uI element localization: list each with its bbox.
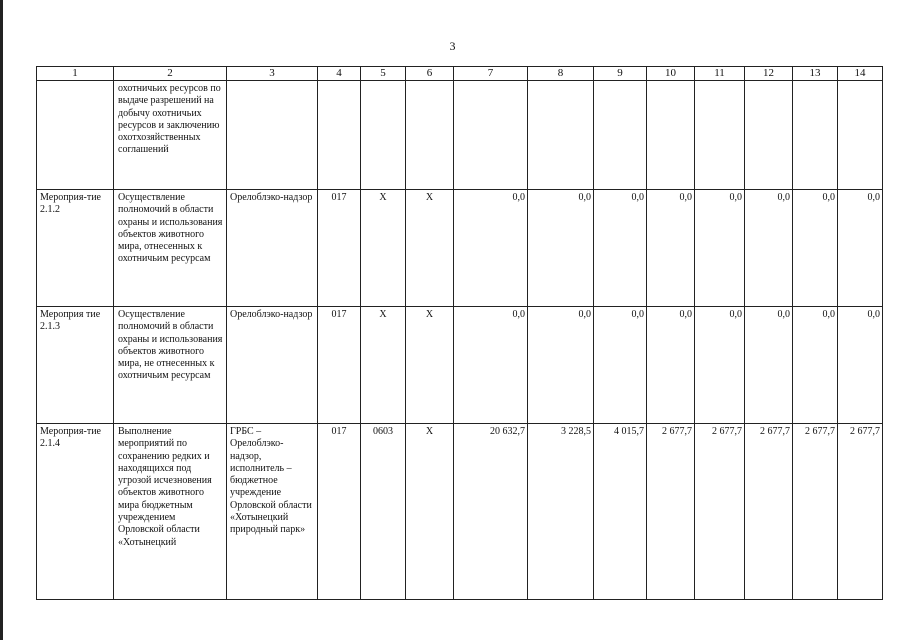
measure-name: Мероприя тие 2.1.3 — [37, 307, 114, 424]
column-number-row — [37, 67, 883, 81]
code-cell: Х — [361, 307, 406, 424]
col-number: 13 — [793, 67, 838, 81]
amount-cell: 0,0 — [745, 190, 793, 307]
page-number: 3 — [449, 39, 456, 53]
code-cell: 0603 — [361, 424, 406, 600]
col-number: 1 — [37, 67, 114, 81]
amount-cell: 0,0 — [647, 190, 695, 307]
amount-cell: 0,0 — [594, 307, 647, 424]
code-cell: Х — [406, 307, 454, 424]
code-cell — [406, 81, 454, 190]
col-number: 5 — [361, 67, 406, 81]
table-row — [37, 190, 883, 307]
measure-name: Мероприя-тие 2.1.4 — [37, 424, 114, 600]
amount-cell — [594, 81, 647, 190]
col-number: 12 — [745, 67, 793, 81]
amount-cell: 3 228,5 — [528, 424, 594, 600]
measure-description: Выполнение мероприятий по сохранению редких и находящихся под угрозой исчезновения объектов животного мира бюджетным учреждением Орловской области «Хотынецкий — [114, 424, 227, 600]
col-number: 3 — [227, 67, 318, 81]
amount-cell: 0,0 — [454, 190, 528, 307]
table-row — [37, 307, 883, 424]
executor: ГРБС – Орелоблэко-надзор, исполнитель – бюджетное учреждение Орловской области «Хотынецкий природный парк» — [227, 424, 318, 600]
measure-description: охотничьих ресурсов по выдаче разрешений на добычу охотничьих ресурсов и заключению охотхозяйственных соглашений — [114, 81, 227, 190]
executor: Орелоблэко-надзор — [227, 307, 318, 424]
code-cell — [361, 81, 406, 190]
code-cell: 017 — [318, 424, 361, 600]
amount-cell: 0,0 — [838, 307, 883, 424]
measure-description: Осуществление полномочий в области охраны и использования объектов животного мира, отнесенных к охотничьим ресурсам — [114, 190, 227, 307]
amount-cell: 0,0 — [647, 307, 695, 424]
amount-cell: 2 677,7 — [793, 424, 838, 600]
amount-cell: 0,0 — [695, 307, 745, 424]
amount-cell: 0,0 — [838, 190, 883, 307]
amount-cell — [454, 81, 528, 190]
amount-cell: 2 677,7 — [647, 424, 695, 600]
amount-cell — [695, 81, 745, 190]
col-number: 4 — [318, 67, 361, 81]
col-number: 11 — [695, 67, 745, 81]
measure-description: Осуществление полномочий в области охраны и использования объектов животного мира, не отнесенных к охотничьим ресурсам — [114, 307, 227, 424]
amount-cell: 20 632,7 — [454, 424, 528, 600]
amount-cell — [647, 81, 695, 190]
code-cell: 017 — [318, 190, 361, 307]
amount-cell: 0,0 — [793, 190, 838, 307]
amount-cell: 2 677,7 — [695, 424, 745, 600]
amount-cell — [528, 81, 594, 190]
amount-cell: 2 677,7 — [838, 424, 883, 600]
page-edge-line — [0, 0, 3, 640]
amount-cell: 0,0 — [528, 190, 594, 307]
amount-cell: 0,0 — [594, 190, 647, 307]
col-number: 9 — [594, 67, 647, 81]
amount-cell: 0,0 — [454, 307, 528, 424]
budget-table — [36, 66, 883, 600]
amount-cell: 0,0 — [745, 307, 793, 424]
code-cell: Х — [406, 190, 454, 307]
amount-cell: 0,0 — [695, 190, 745, 307]
executor — [227, 81, 318, 190]
code-cell: Х — [406, 424, 454, 600]
amount-cell — [745, 81, 793, 190]
code-cell: Х — [361, 190, 406, 307]
col-number: 10 — [647, 67, 695, 81]
col-number: 14 — [838, 67, 883, 81]
col-number: 8 — [528, 67, 594, 81]
amount-cell: 0,0 — [528, 307, 594, 424]
amount-cell: 0,0 — [793, 307, 838, 424]
amount-cell: 4 015,7 — [594, 424, 647, 600]
measure-name: Мероприя-тие 2.1.2 — [37, 190, 114, 307]
code-cell: 017 — [318, 307, 361, 424]
col-number: 6 — [406, 67, 454, 81]
amount-cell — [793, 81, 838, 190]
amount-cell: 2 677,7 — [745, 424, 793, 600]
amount-cell — [838, 81, 883, 190]
col-number: 2 — [114, 67, 227, 81]
table-row — [37, 424, 883, 600]
measure-name — [37, 81, 114, 190]
col-number: 7 — [454, 67, 528, 81]
code-cell — [318, 81, 361, 190]
executor: Орелоблэко-надзор — [227, 190, 318, 307]
table-row — [37, 81, 883, 190]
